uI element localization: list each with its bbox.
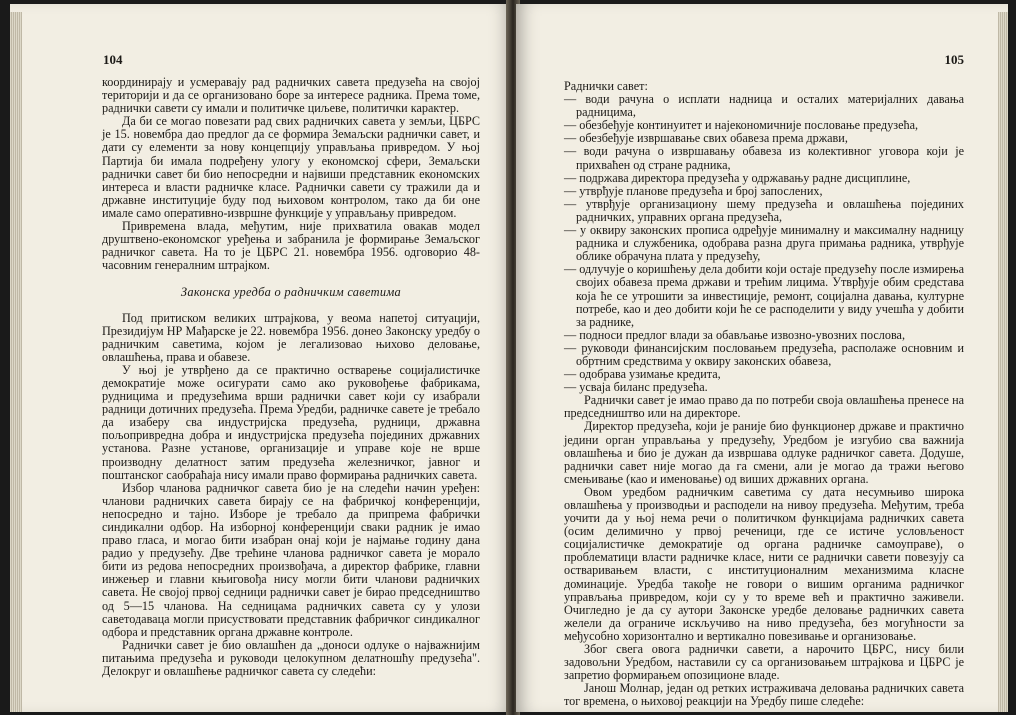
paragraph: Да би се могао повезати рад свих радничких савета у земљи, ЦБРС је 15. новембра дао предлог да се формира Земаљски раднички савет, и дати су елементи за нову концепцију управљања привредом. У њој Партија би имала подређену улогу у економској сфери, Земаљски раднички савет би био непосредни и највиши представник економских интереса и власти радничке класе. Раднички савети су тражили да и државне институције буду под њиховом контролом, тако да би оне имале само оперативно-извршне функције у управљању привредом. (102, 114, 480, 220)
left-page-text (102, 76, 480, 678)
paragraph: У њој је утврђено да се практично остварење социјалистичке демократије може осигурати само ако руковођење фабрикама, рудницима и предузећима врши раднички савет који су изабрали радници дотичних предузећа. Према Уредби, радничке савете је требало да изаберу сва индустријска предузећа, рудници, државна пољопривредна добра и индустријска предузећа појединих државних установа. Разне установе, организације и управе које не врше производну делатност затим предузећа железничког, јавног и поштанског саобраћаја нису имали право формирања радничких савета. (102, 362, 480, 482)
right-page (516, 4, 1008, 712)
list-item: — руководи финансијским пословањем предузећа, располаже основним и обртним средствима у оквиру законских обавеза, (564, 340, 964, 368)
paragraph: Због свега овога раднички савети, а нарочито ЦБРС, нису били задовољни Уредбом, наставили су са организовањем штрајкова и ЦБРС је запретио формирањем опозиционе владе. (564, 642, 964, 683)
paragraph: Јанош Молнар, један од ретких истраживача деловања радничких савета тог времена, о њиховој реакцији на Уредбу пише следеће: (564, 681, 964, 709)
list-item: — обезбеђује извршавање свих обавеза према држави, (564, 131, 848, 146)
list-item: — подржава директора предузећа у одржавању радне дисциплине, (564, 170, 911, 185)
paragraph: Директор предузећа, који је раније био функционер државе и практично једини орган управљања у предузећу, Уредбом је изгубио сва важнија овлашћења и био је дужан да извршава одлуке радничког савета. Додуше, раднички савет није могао да га смени, али је могао да тражи његово смењивање (као и именовање) од виших државних органа. (564, 419, 964, 486)
paragraph: Раднички савет је био овлашћен да „доноси одлуке о најважнијим питањима предузећа и руководи целокупном делатношћу предузећа". Делокруг и овлашћење радничког савета су следећи: (102, 637, 480, 679)
section-heading: Законска уредба о радничким саветима (180, 285, 402, 300)
paragraph: координирају и усмеравају рад радничких савета предузећа на својој територији и да се организовано боре за интересе радника. Према томе, раднички савети су имали и политичке циљеве, политички карактер. (102, 75, 480, 116)
list-intro: Раднички савет: (564, 79, 648, 93)
list-item: — усваја биланс предузећа. (564, 380, 708, 395)
page-number-left: 104 (103, 52, 123, 67)
page-number-right: 105 (944, 52, 964, 67)
page-edges-right (998, 12, 1008, 712)
paragraph: Избор чланова радничког савета био је на следећи начин уређен: чланови радничких савета бирају се на фабричкој конференцији, непосредно и тајно. Изборе је требало да припрема фабрички синдикални одбор. На изборној конференцији сваки радник је имао право гласа, и могао бити изабран онај који је најмање годину дана радио у предузећу. Две трећине чланова радничког савета је морало бити из редова непосредних произвођача, а директор фабрике, главни инжењер и главни књиговођа нису могли бити чланови радничких савета. Не својој првој седници раднички савет је бирао председништво од 5—15 чланова. На седницама радничких савета су у улози саветодаваца могли присуствовати представник фабричког синдикалног одбора и представник органа државне контроле. (102, 480, 480, 639)
list-item: — одлучује о коришћењу дела добити који остаје предузећу после измирења својих обавеза према држави и трећим лицима. Утврђује обим средстава која ће се утрошити за инвестиције, ремонт, социјална давања, културне потребе, као и део добити који ће се расподелити у виду учешћа у добити за раднике, (564, 262, 964, 329)
list-item: — подноси предлог влади за обављање извозно-увозних послова, (564, 327, 906, 342)
paragraph: Раднички савет је имао право да по потреби своја овлашћења пренесе на председништво или на директоре. (564, 393, 964, 421)
paragraph: Привремена влада, међутим, није прихватила овакав модел друштвено-економског уређења и забранила је формирање Земаљског радничког савета. На то је ЦБРС 21. новембра 1956. одговорио 48-часовним генералним штрајком. (102, 219, 480, 273)
list-item: — води рачуна о исплати надница и осталих материјалних давања радницима, (564, 92, 964, 120)
list-item: — одобрава узимање кредита, (564, 367, 721, 382)
paragraph: Под притиском великих штрајкова, у веома напетој ситуацији, Президијум НР Мађарске је 22. новембра 1956. донео Законску уредбу о радничким саветима, којом је легализовао њихово деловање, овлашћења, права и обавезе. (102, 310, 480, 364)
right-page-text (564, 80, 964, 709)
paragraph: Овом уредбом радничким саветима су дата несумњиво широка овлашћења у производњи и расподели на нивоу предузећа. Међутим, треба уочити да у њој нема речи о политичком функцијама радничких савета (осим делимично у првој реченици, где се истиче условљеност социјалистичке демократије од органа радничке самоуправе), о проблематици власти радничке класе, нити се раднички савети повезују са остваривањем власти, с институционалним механизмима класне доминације. Уредба такође не говори о вишим органима радничког управљања привредом, који су у то време већ и практично заживели. Очигледно је да су аутори Законске уредбе деловање радничких савета желели да ограниче искључиво на ниво предузећа, без могућности за међусобно хоризонтално и вертикално повезивање и организовање. (564, 484, 964, 643)
list-item: — утврђује организациону шему предузећа и овлашћења појединих радничких, управних органа предузећа, (564, 196, 964, 224)
list-item: — у оквиру законских прописа одређује минималну и максималну надницу радника и службеника, одобрава разна друга примања радника, утврђује облике обрачуна плата у предузећу, (564, 223, 964, 264)
list-item: — утврђује планове предузећа и број запослених, (564, 183, 823, 198)
list-item: — води рачуна о извршавању обавеза из колективног уговора који је прихваћен од стране радника, (564, 144, 964, 172)
list-item: — обезбеђује континуитет и најекономичније пословање предузећа, (564, 118, 919, 133)
left-page (10, 4, 512, 712)
page-edges-left (10, 12, 22, 712)
